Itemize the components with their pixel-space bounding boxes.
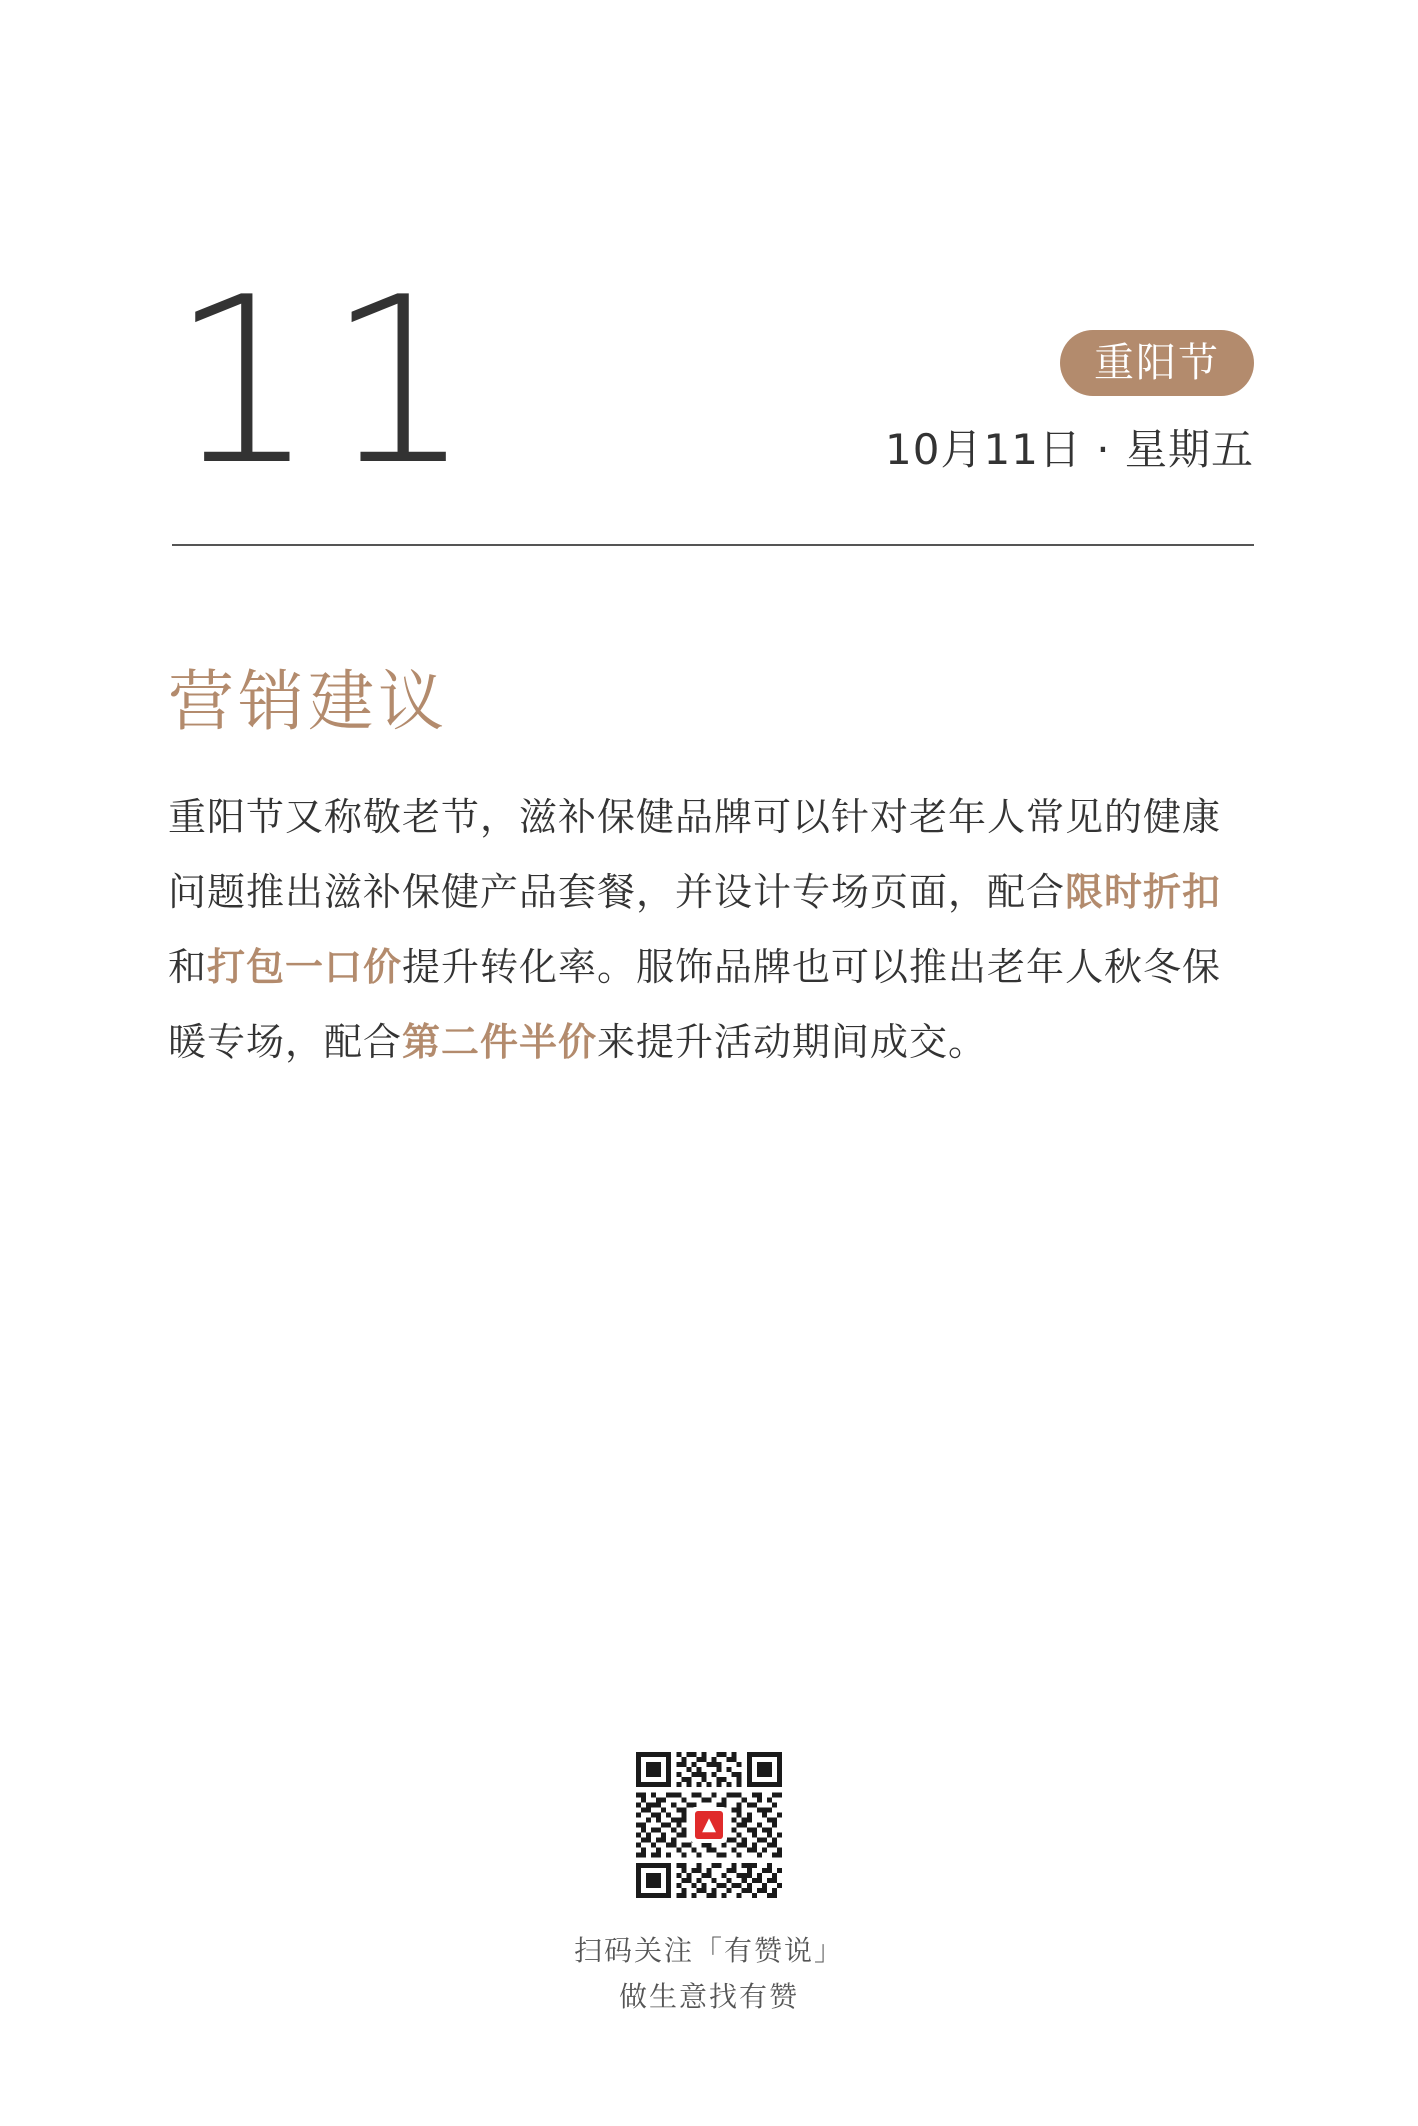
qr-code-icon	[636, 1752, 782, 1898]
highlight-bundle-price: 打包一口价	[207, 945, 403, 989]
highlight-second-half-price: 第二件半价	[402, 1020, 598, 1064]
paragraph-segment: 和	[168, 945, 208, 989]
brand-logo-icon	[691, 1807, 727, 1843]
footer	[0, 1928, 1418, 2020]
suggestion-paragraph	[168, 780, 1258, 1080]
section-title: 营销建议	[168, 663, 448, 740]
footer-slogan: 做生意找有赞	[618, 1980, 799, 2013]
festival-badge: 重阳节	[1060, 330, 1254, 396]
header-divider	[172, 544, 1254, 546]
paragraph-segment: 提升转化率。服饰品牌也可以推出老年人秋冬保暖专场，配合	[168, 945, 1222, 1064]
highlight-limited-discount: 限时折扣	[1065, 870, 1222, 914]
day-number: 11	[170, 249, 483, 516]
thumbs-up-icon: ▲	[695, 1811, 723, 1839]
date-line: 10月11日 · 星期五	[885, 425, 1254, 474]
footer-follow-text: 扫码关注「有赞说」	[573, 1934, 844, 1967]
paragraph-segment: 重阳节又称敬老节，滋补保健品牌可以针对老年人常见的健康问题推出滋补保健产品套餐，并设计专场页面，配合	[168, 795, 1222, 914]
paragraph-segment: 来提升活动期间成交。	[597, 1020, 988, 1064]
